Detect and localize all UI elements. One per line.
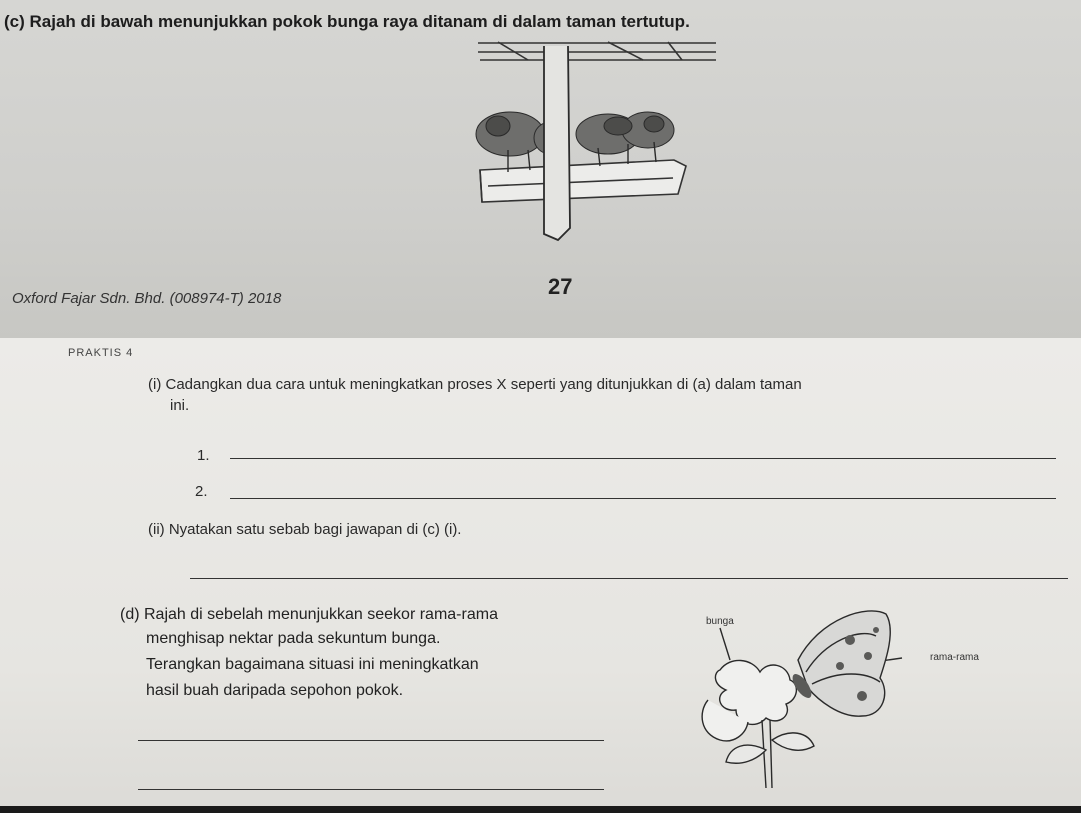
question-ii-text: (ii) Nyatakan satu sebab bagi jawapan di (c) (i). xyxy=(148,521,462,538)
question-d-text: (d) Rajah di sebelah menunjukkan seekor rama-rama xyxy=(120,606,498,623)
question-d-text-4: hasil buah daripada sepohon pokok. xyxy=(146,682,404,699)
answer-number-2: 2. xyxy=(195,483,208,500)
question-i-text: (i) Cadangkan dua cara untuk meningkatkan proses X seperti yang ditunjukkan di (a) dalam taman xyxy=(148,376,802,393)
question-d-text-3: Terangkan bagaimana situasi ini meningkatkan xyxy=(146,656,479,673)
question-d-text-2: menghisap nektar pada sekuntum bunga. xyxy=(146,630,441,647)
section-header: PRAKTIS 4 xyxy=(68,347,134,359)
question-i-text-cont: ini. xyxy=(170,397,190,414)
butterfly-label: rama-rama xyxy=(930,652,979,663)
upper-page xyxy=(0,0,1081,338)
question-c-text: (c) Rajah di bawah menunjukkan pokok bunga raya ditanam di dalam taman tertutup. xyxy=(4,12,690,31)
butterfly-flower-figure xyxy=(690,600,910,800)
answer-line-2 xyxy=(230,498,1056,499)
greenhouse-figure xyxy=(468,38,718,244)
page-shadow-edge xyxy=(0,806,1081,813)
answer-line-1 xyxy=(230,458,1056,459)
publisher-footer: Oxford Fajar Sdn. Bhd. (008974-T) 2018 xyxy=(12,290,282,307)
page-number: 27 xyxy=(548,274,573,299)
answer-number-1: 1. xyxy=(197,447,210,464)
flower-label: bunga xyxy=(706,616,734,627)
answer-line-4 xyxy=(138,740,604,741)
answer-line-3 xyxy=(190,578,1068,579)
answer-line-5 xyxy=(138,789,604,790)
